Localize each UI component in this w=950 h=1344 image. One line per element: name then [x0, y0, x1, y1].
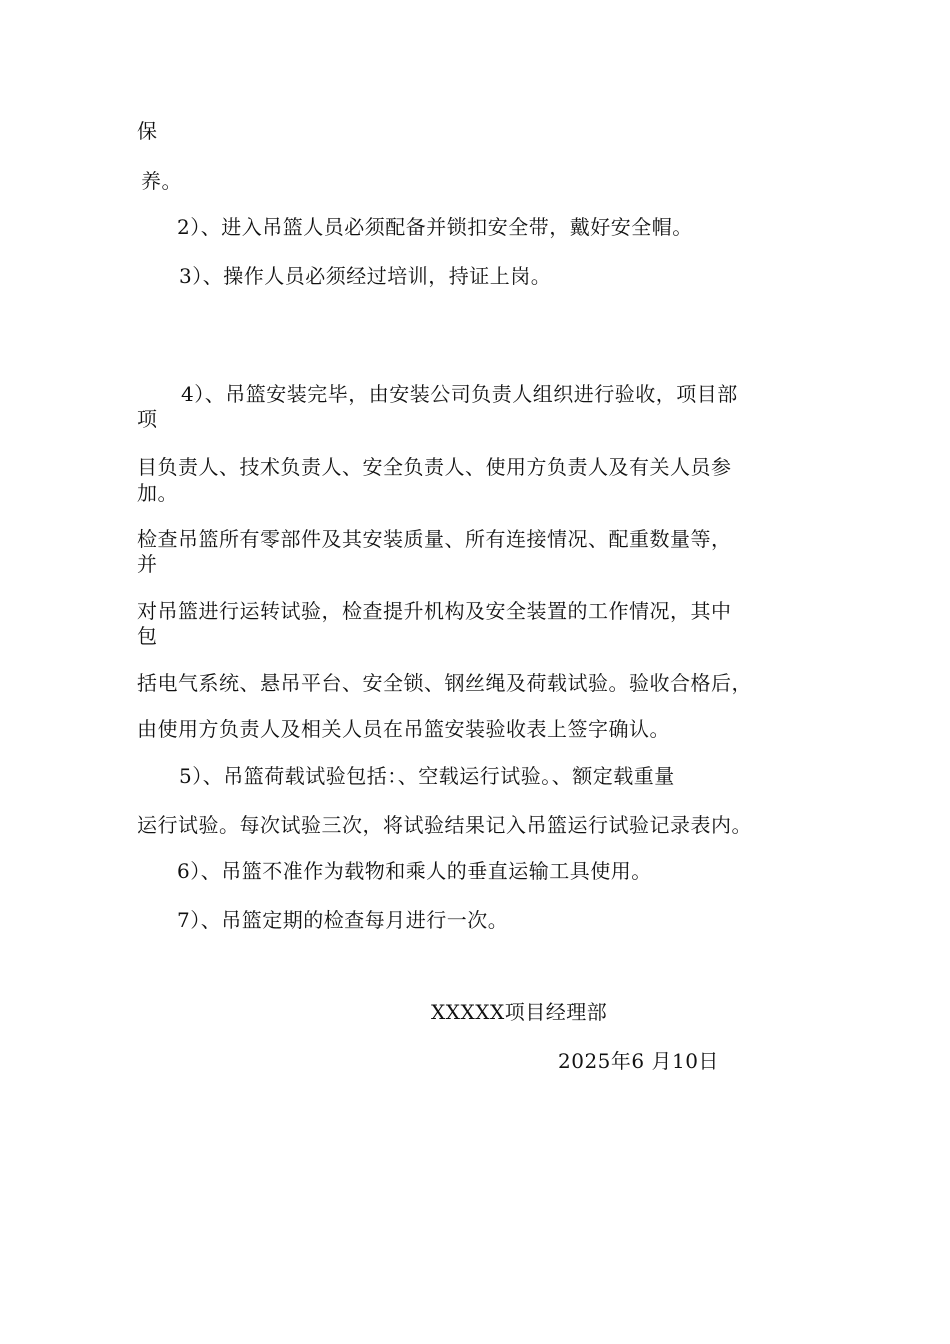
signature-org: XXXXX项目经理部 [431, 1000, 608, 1024]
text-line: 加。 [137, 481, 178, 505]
text-line: 包 [137, 624, 158, 648]
text-line: 4）、吊篮安装完毕，由安装公司负责人组织进行验收，项目部 [181, 382, 738, 406]
text-line: 养。 [141, 169, 182, 193]
text-line: 检查吊篮所有零部件及其安装质量、所有连接情况、配重数量等， [137, 527, 732, 551]
signature-date: 2025年6 月10日 [558, 1049, 719, 1073]
text-line: 目负责人、技术负责人、安全负责人、使用方负责人及有关人员参 [137, 455, 732, 479]
text-line: 运行试验。每次试验三次，将试验结果记入吊篮运行试验记录表内。 [137, 813, 752, 837]
text-line: 并 [137, 552, 158, 576]
text-line: 3）、操作人员必须经过培训，持证上岗。 [179, 264, 552, 288]
text-line: 由使用方负责人及相关人员在吊篮安装验收表上签字确认。 [137, 717, 670, 741]
text-line: 7）、吊篮定期的检查每月进行一次。 [177, 908, 509, 932]
text-line: 对吊篮进行运转试验，检查提升机构及安全装置的工作情况，其中 [137, 599, 732, 623]
text-line: 2）、进入吊篮人员必须配备并锁扣安全带，戴好安全帽。 [177, 215, 693, 239]
text-line: 括电气系统、悬吊平台、安全锁、钢丝绳及荷载试验。验收合格后， [137, 671, 752, 695]
text-line: 5）、吊篮荷载试验包括：、空载运行试验。、额定载重量 [179, 764, 675, 788]
text-line: 保 [137, 119, 158, 143]
text-line: 6）、吊篮不准作为载物和乘人的垂直运输工具使用。 [177, 859, 652, 883]
text-line: 项 [137, 407, 158, 431]
